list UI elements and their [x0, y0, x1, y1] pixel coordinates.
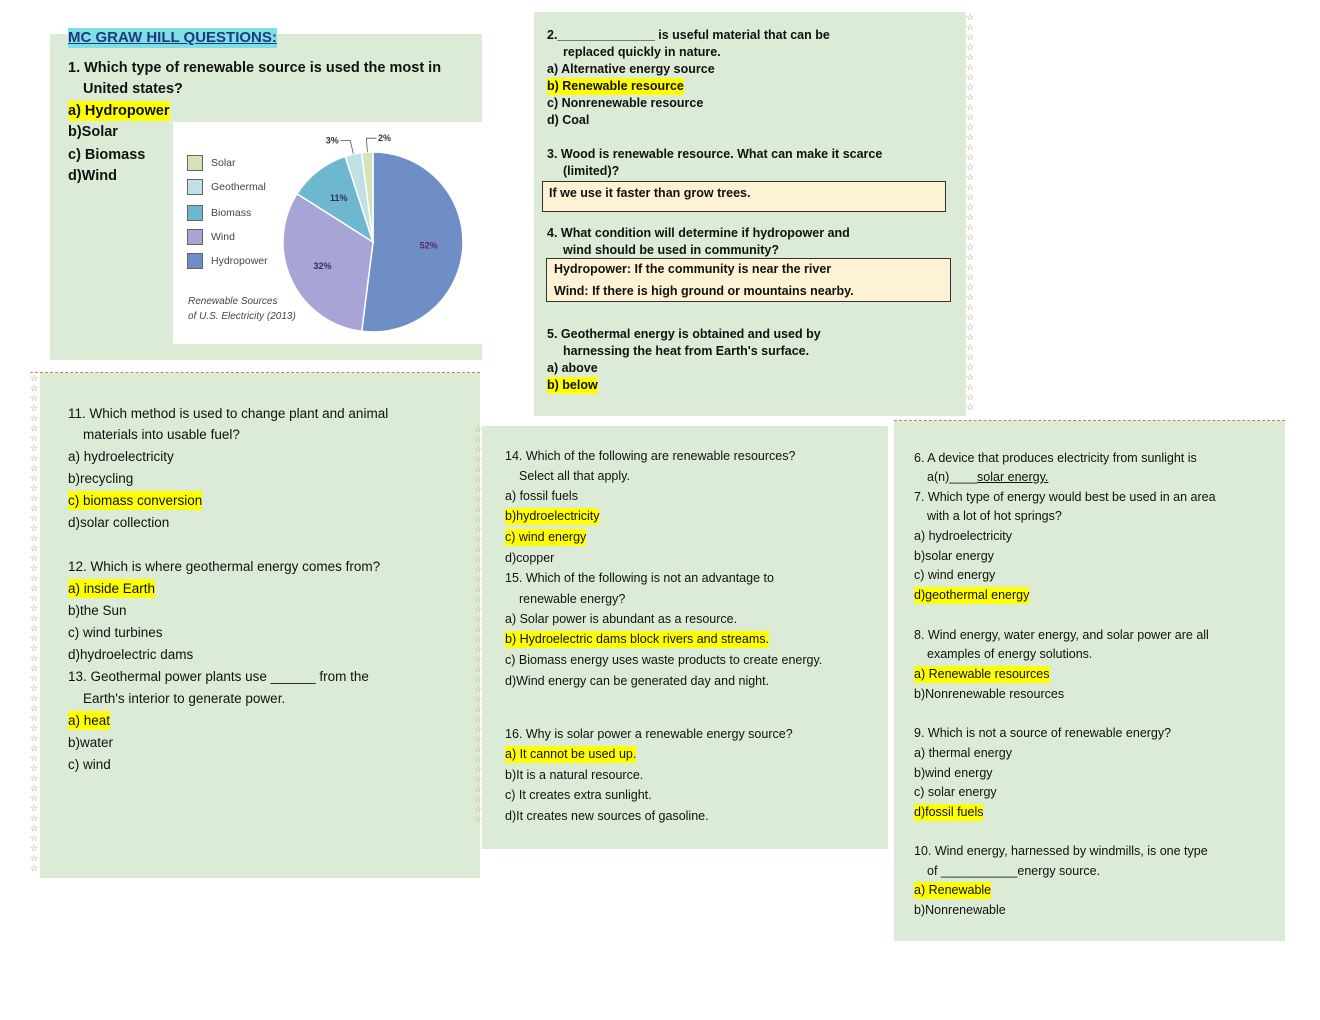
- q11-option-a: a) hydroelectricity: [68, 449, 174, 464]
- q15-option-a: a) Solar power is abundant as a resource.: [505, 612, 738, 626]
- q15-option-c: c) Biomass energy uses waste products to create energy.: [505, 653, 823, 667]
- q13-option-c: c) wind: [68, 757, 111, 772]
- question-14-text: 14. Which of the following are renewable resources?: [505, 449, 796, 463]
- panel-questions-14-16: [482, 426, 888, 849]
- q10-option-a: a) Renewable: [914, 883, 992, 897]
- legend-label-geothermal: Geothermal: [211, 180, 266, 193]
- q2-option-b: b) Renewable resource: [547, 79, 684, 93]
- question-1-text: 1. Which type of renewable source is used the most in: [68, 60, 442, 76]
- q12-option-a: a) inside Earth: [68, 581, 156, 596]
- question-3-text-cont: (limited)?: [563, 164, 620, 178]
- panel-questions-2-5: [534, 12, 966, 416]
- q2-option-c: c) Nonrenewable resource: [547, 96, 704, 110]
- question-10-text: 10. Wind energy, harnessed by windmills, is one type: [914, 844, 1208, 858]
- question-2-text: 2.______________ is useful material that can be: [547, 28, 830, 42]
- pie-label-hydropower: 52%: [419, 240, 438, 251]
- question-8-text: 8. Wind energy, water energy, and solar power are all: [914, 628, 1209, 642]
- legend-label-biomass: Biomass: [211, 206, 252, 219]
- chart-caption-line2: of U.S. Electricity (2013): [188, 311, 296, 322]
- q7-option-d: d)geothermal energy: [914, 588, 1030, 602]
- q6-answer: solar energy.: [977, 470, 1049, 484]
- q15-option-d: d)Wind energy can be generated day and night.: [505, 674, 770, 688]
- page-title: MC GRAW HILL QUESTIONS:: [68, 29, 277, 46]
- q14-option-a: a) fossil fuels: [505, 489, 578, 503]
- question-14-text-cont: Select all that apply.: [519, 469, 630, 483]
- question-15-text: 15. Which of the following is not an advantage to: [505, 571, 774, 585]
- question-15-text-cont: renewable energy?: [519, 592, 626, 606]
- q10-option-b: b)Nonrenewable: [914, 903, 1006, 917]
- question-5-text: 5. Geothermal energy is obtained and used by: [547, 327, 821, 341]
- question-7-text-cont: with a lot of hot springs?: [927, 509, 1062, 523]
- question-1-text-cont: United states?: [83, 81, 183, 97]
- q5-option-a: a) above: [547, 361, 598, 375]
- q14-option-b: b)hydroelectricity: [505, 509, 600, 523]
- q14-option-c: c) wind energy: [505, 530, 587, 544]
- question-12-text: 12. Which is where geothermal energy comes from?: [68, 559, 381, 574]
- question-9-text: 9. Which is not a source of renewable energy?: [914, 726, 1172, 740]
- q9-option-d: d)fossil fuels: [914, 805, 984, 819]
- legend-label-wind: Wind: [211, 230, 235, 243]
- q7-option-c: c) wind energy: [914, 568, 996, 582]
- q14-option-d: d)copper: [505, 551, 555, 565]
- q3-answer-text: If we use it faster than grow trees.: [549, 186, 751, 200]
- q9-option-c: c) solar energy: [914, 785, 997, 799]
- q11-option-b: b)recycling: [68, 471, 134, 486]
- question-13-text-cont: Earth's interior to generate power.: [83, 691, 286, 706]
- q8-option-a: a) Renewable resources: [914, 667, 1050, 681]
- q1-option-a: a) Hydropower: [68, 103, 170, 119]
- q7-option-a: a) hydroelectricity: [914, 529, 1012, 543]
- q12-option-d: d)hydroelectric dams: [68, 647, 194, 662]
- pie-chart: [173, 122, 482, 344]
- pie-label-geothermal: 3%: [325, 135, 339, 146]
- q9-option-a: a) thermal energy: [914, 746, 1012, 760]
- question-11-text-cont: materials into usable fuel?: [83, 427, 240, 442]
- question-5-text-cont: harnessing the heat from Earth's surface.: [563, 344, 810, 358]
- star-border-left-panel-d: ☆ ☆ ☆ ☆ ☆ ☆ ☆ ☆ ☆ ☆ ☆ ☆ ☆ ☆ ☆ ☆ ☆ ☆ ☆ ☆ ☆ ☆ ☆ ☆ ☆ ☆ ☆ ☆ ☆ ☆ ☆ ☆ ☆ ☆ ☆ ☆ ☆ ☆ ☆ ☆: [474, 424, 482, 824]
- question-16-text: 16. Why is solar power a renewable energy source?: [505, 727, 793, 741]
- star-border-left-panel-c: ☆ ☆ ☆ ☆ ☆ ☆ ☆ ☆ ☆ ☆ ☆ ☆ ☆ ☆ ☆ ☆ ☆ ☆ ☆ ☆ ☆ ☆ ☆ ☆ ☆ ☆ ☆ ☆ ☆ ☆ ☆ ☆ ☆ ☆ ☆ ☆ ☆ ☆ ☆ ☆ ☆ ☆ ☆ ☆ ☆ ☆ ☆ ☆ ☆ ☆: [30, 373, 39, 873]
- pie-leader-solar: [366, 138, 376, 152]
- q16-option-d: d)It creates new sources of gasoline.: [505, 809, 709, 823]
- pie-label-wind: 32%: [313, 260, 332, 271]
- q9-option-b: b)wind energy: [914, 766, 993, 780]
- legend-label-hydropower: Hydropower: [211, 254, 268, 267]
- legend-label-solar: Solar: [211, 156, 236, 169]
- star-border-right-panel-b: ☆ ☆ ☆ ☆ ☆ ☆ ☆ ☆ ☆ ☆ ☆ ☆ ☆ ☆ ☆ ☆ ☆ ☆ ☆ ☆ ☆ ☆ ☆ ☆ ☆ ☆ ☆ ☆ ☆ ☆ ☆ ☆ ☆ ☆ ☆ ☆ ☆ ☆ ☆ ☆: [966, 12, 975, 412]
- question-10-text-cont: of ___________energy source.: [927, 864, 1101, 878]
- q4-answer-box: [546, 258, 951, 302]
- pie-label-solar: 2%: [377, 133, 391, 144]
- question-6-text: 6. A device that produces electricity from sunlight is: [914, 451, 1197, 465]
- q11-option-d: d)solar collection: [68, 515, 170, 530]
- q13-option-a: a) heat: [68, 713, 111, 728]
- q3-answer-box: [542, 181, 946, 212]
- question-6-text-cont: [927, 469, 1048, 486]
- q16-option-a: a) It cannot be used up.: [505, 747, 637, 761]
- question-11-text: 11. Which method is used to change plant and animal: [68, 406, 389, 421]
- q4-answer-hydropower: Hydropower: If the community is near the river: [554, 262, 832, 276]
- q1-option-d: d)Wind: [68, 168, 117, 184]
- pie-leader-geothermal: [340, 141, 353, 155]
- pie-chart-figure: [173, 122, 482, 344]
- q16-option-b: b)It is a natural resource.: [505, 768, 644, 782]
- q7-option-b: b)solar energy: [914, 549, 994, 563]
- q6-blank: a(n)____: [927, 470, 978, 484]
- q5-option-b: b) below: [547, 378, 598, 392]
- q1-option-b: b)Solar: [68, 124, 118, 140]
- chart-caption-line1: Renewable Sources: [188, 296, 278, 307]
- q8-option-b: b)Nonrenewable resources: [914, 687, 1065, 701]
- question-3-text: 3. Wood is renewable resource. What can make it scarce: [547, 147, 883, 161]
- q12-option-c: c) wind turbines: [68, 625, 163, 640]
- q4-answer-wind: Wind: If there is high ground or mountains nearby.: [554, 284, 854, 298]
- pie-slice-hydropower: [362, 152, 463, 332]
- question-4-text-cont: wind should be used in community?: [563, 243, 779, 257]
- q15-option-b: b) Hydroelectric dams block rivers and streams.: [505, 632, 769, 646]
- question-7-text: 7. Which type of energy would best be used in an area: [914, 490, 1216, 504]
- panel-questions-6-10: [894, 421, 1285, 941]
- q1-option-c: c) Biomass: [68, 147, 146, 163]
- question-4-text: 4. What condition will determine if hydropower and: [547, 226, 850, 240]
- question-2-text-cont: replaced quickly in nature.: [563, 45, 721, 59]
- panel-questions-11-13: [40, 373, 480, 878]
- panel-mcgraw-hill: [50, 29, 482, 360]
- q13-option-b: b)water: [68, 735, 114, 750]
- q2-option-d: d) Coal: [547, 113, 590, 127]
- q16-option-c: c) It creates extra sunlight.: [505, 788, 652, 802]
- q12-option-b: b)the Sun: [68, 603, 127, 618]
- q11-option-c: c) biomass conversion: [68, 493, 203, 508]
- pie-label-biomass: 11%: [330, 192, 348, 203]
- question-8-text-cont: examples of energy solutions.: [927, 647, 1093, 661]
- question-13-text: 13. Geothermal power plants use ______ from the: [68, 669, 369, 684]
- q2-option-a: a) Alternative energy source: [547, 62, 715, 76]
